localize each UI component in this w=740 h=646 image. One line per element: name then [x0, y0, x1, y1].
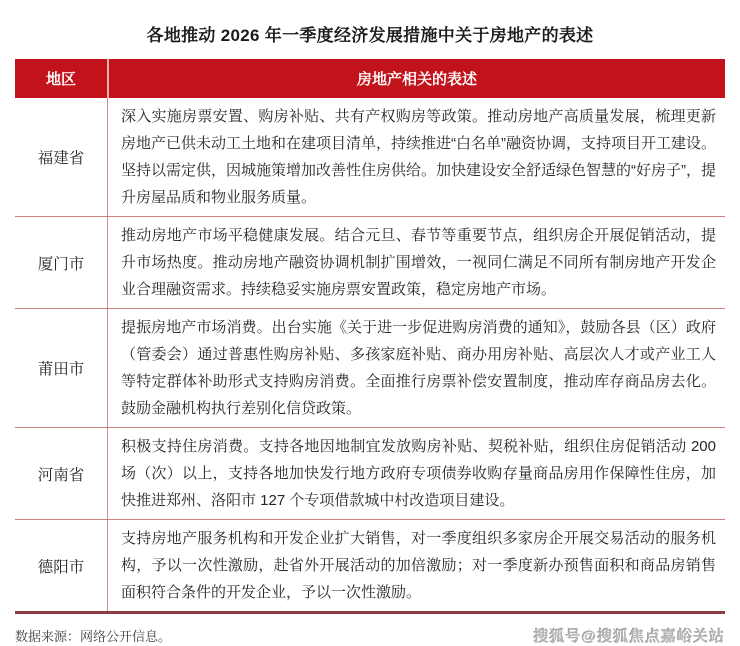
table-row: [15, 309, 725, 428]
page-title: 各地推动 2026 年一季度经济发展措施中关于房地产的表述: [146, 26, 594, 45]
sohu-watermark: 搜狐号@搜狐焦点嘉峪关站: [533, 628, 725, 645]
header-cell-region: 地区: [15, 59, 109, 98]
region-cell: 福建省: [15, 98, 108, 216]
footer: [15, 625, 725, 646]
data-source-note: 数据来源：网络公开信息。: [15, 629, 172, 644]
region-cell: 德阳市: [15, 520, 108, 611]
region-cell: 莆田市: [15, 309, 108, 427]
region-cell: 河南省: [15, 428, 108, 519]
region-cell: 厦门市: [15, 217, 108, 308]
description-cell: 积极支持住房消费。支持各地因地制宜发放购房补贴、契税补贴，组织住房促销活动 200 场（次）以上，支持各地加快发行地方政府专项债券收购存量商品房用作保障性住房，加快推进郑州、洛阳市 127 个专项借款城中村改造项目建设。: [121, 438, 716, 509]
table-row: [15, 217, 725, 309]
description-cell: 支持房地产服务机构和开发企业扩大销售，对一季度组织多家房企开展交易活动的服务机构，予以一次性激励，赴省外开展活动的加倍激励；对一季度新办预售面积和商品房销售面积符合条件的开发企业，予以一次性激励。: [121, 530, 716, 601]
table-header-row: [15, 59, 725, 98]
policy-table: [15, 59, 725, 614]
table-row: [15, 98, 725, 217]
description-cell: 推动房地产市场平稳健康发展。结合元旦、春节等重要节点，组织房企开展促销活动，提升市场热度。推动房地产融资协调机制扩围增效，一视同仁满足不同所有制房地产开发企业合理融资需求。持续稳妥实施房票安置政策，稳定房地产市场。: [121, 227, 716, 298]
description-cell: 深入实施房票安置、购房补贴、共有产权购房等政策。推动房地产高质量发展，梳理更新房地产已供未动工土地和在建项目清单，持续推进“白名单”融资协调，支持项目开工建设。坚持以需定供，因城施策增加改善性住房供给。加快建设安全舒适绿色智慧的“好房子”，提升房屋品质和物业服务质量。: [121, 108, 716, 206]
table-row: [15, 428, 725, 520]
header-cell-description: 房地产相关的表述: [356, 71, 477, 88]
table-row: [15, 520, 725, 614]
description-cell: 提振房地产市场消费。出台实施《关于进一步促进购房消费的通知》，鼓励各县（区）政府（管委会）通过普惠性购房补贴、多孩家庭补贴、商办用房补贴、高层次人才或产业工人等特定群体补助形式支持购房消费。全面推行房票补偿安置制度，推动库存商品房去化。鼓励金融机构执行差别化信贷政策。: [121, 319, 716, 417]
